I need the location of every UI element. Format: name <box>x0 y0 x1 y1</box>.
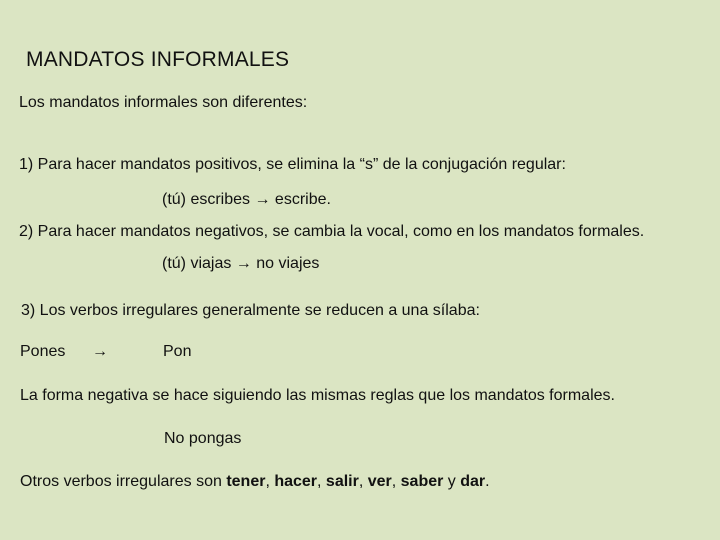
example-2: (tú) viajas → no viajes <box>162 255 320 272</box>
negative-note: La forma negativa se hace siguiendo las mismas reglas que los mandatos formales. <box>20 387 615 404</box>
intro-text: Los mandatos informales son diferentes: <box>19 94 308 111</box>
others-end: . <box>485 473 490 490</box>
others-sep: , <box>317 473 326 490</box>
rule-1: 1) Para hacer mandatos positivos, se elimina la “s” de la conjugación regular: <box>19 156 566 173</box>
example-3-arrow: → <box>92 343 108 360</box>
others-sep: , <box>391 473 401 490</box>
verb-ver: ver <box>367 473 392 490</box>
example-1: (tú) escribes → escribe. <box>162 191 331 208</box>
others-sep: , <box>265 473 275 490</box>
rule-2: 2) Para hacer mandatos negativos, se cambia la vocal, como en los mandatos formales. <box>19 223 645 240</box>
others-prefix: Otros verbos irregulares son <box>20 473 227 490</box>
slide-title: MANDATOS INFORMALES <box>26 48 290 71</box>
verb-saber: saber <box>400 473 444 490</box>
verb-dar: dar <box>460 473 486 490</box>
example-3-to: Pon <box>163 343 192 360</box>
verb-tener: tener <box>226 473 266 490</box>
negative-example: No pongas <box>164 430 242 447</box>
rule-3: 3) Los verbos irregulares generalmente se reducen a una sílaba: <box>21 302 480 319</box>
example-3-from: Pones <box>20 343 66 360</box>
other-irregular-verbs <box>20 472 490 492</box>
others-sep: , <box>358 473 368 490</box>
verb-hacer: hacer <box>274 473 318 490</box>
verb-salir: salir <box>325 473 359 490</box>
others-conj: y <box>443 473 461 490</box>
